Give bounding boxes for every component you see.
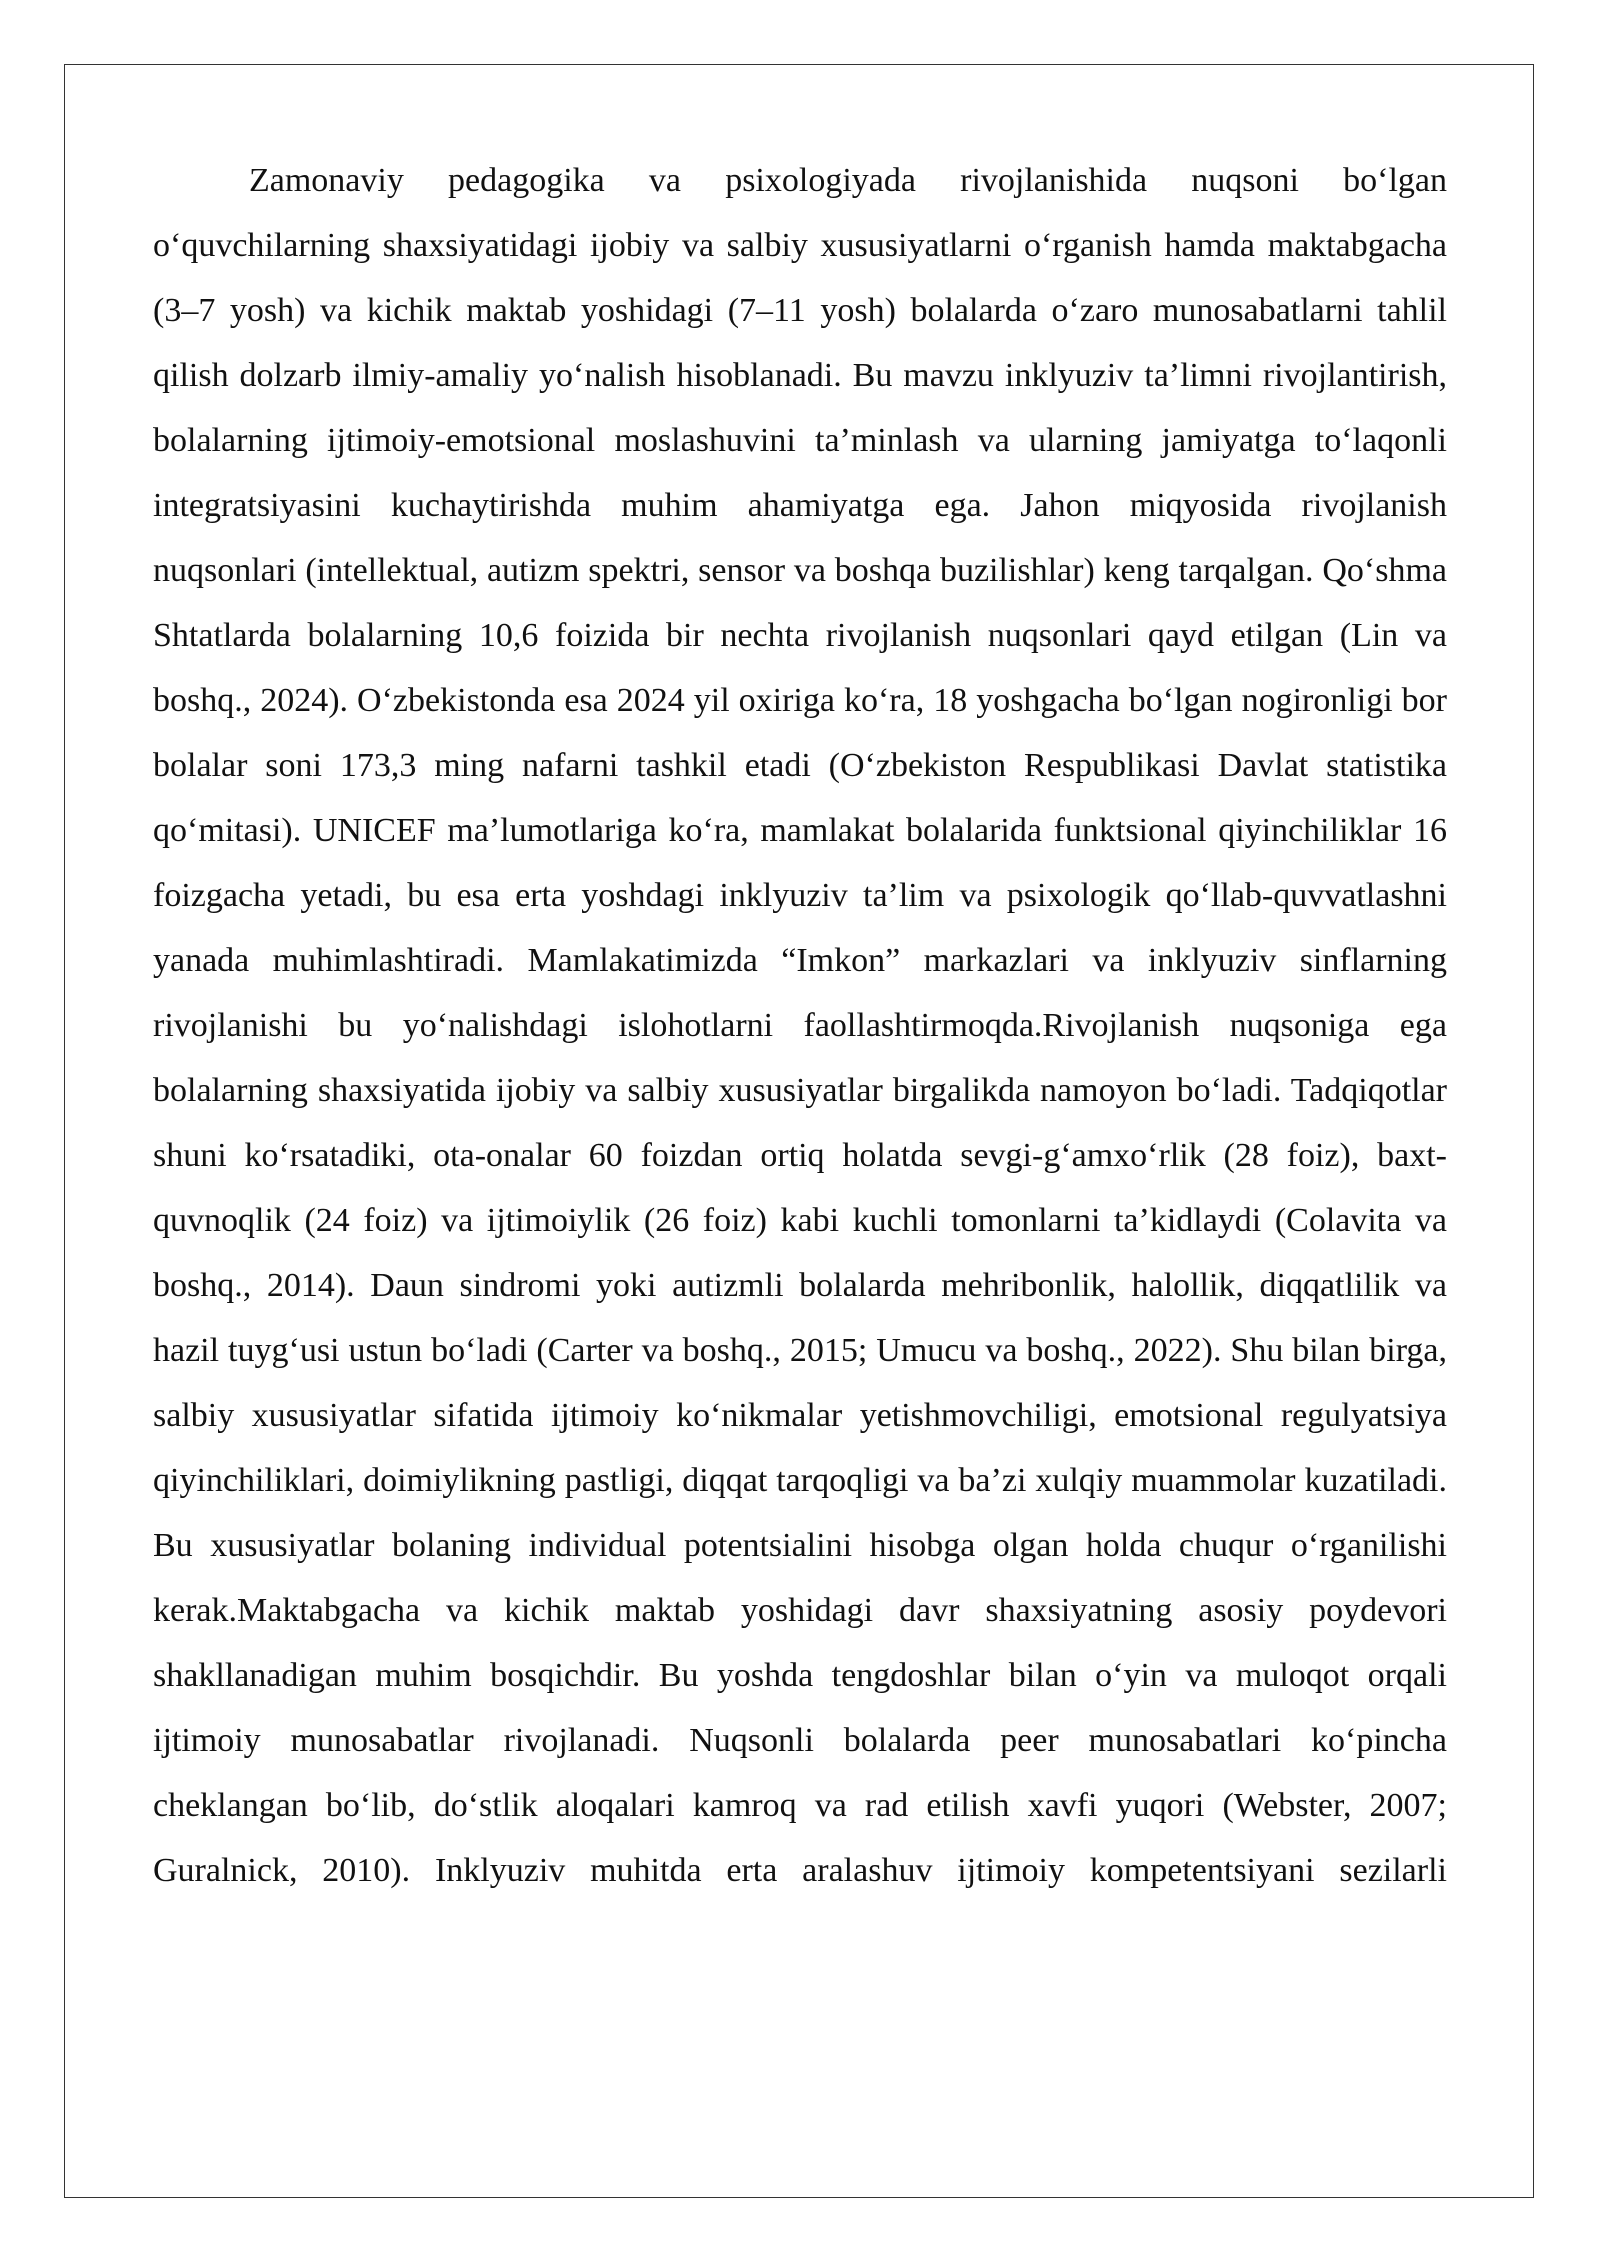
body-paragraph: Zamonaviy pedagogika va psixologiyada rivojlanishida nuqsoni bo‘lgan o‘quvchilarning shaxsiyatidagi ijobiy va salbiy xususiyatlarni o‘rganish hamda maktabgacha (3–7 yosh) va kichik maktab yoshidagi (7–11 yosh) bolalarda o‘zaro munosabatlarni tahlil qilish dolzarb ilmiy-amaliy yo‘nalish hisoblanadi. Bu mavzu inklyuziv ta’limni rivojlantirish, bolalarning ijtimoiy-emotsional moslashuvini ta’minlash va ularning jamiyatga to‘laqonli integratsiyasini kuchaytirishda muhim ahamiyatga ega. Jahon miqyosida rivojlanish nuqsonlari (intellektual, autizm spektri, sensor va boshqa buzilishlar) keng tarqalgan. Qo‘shma Shtatlarda bolalarning 10,6 foizida bir nechta rivojlanish nuqsonlari qayd etilgan (Lin va boshq., 2024). O‘zbekistonda esa 2024 yil oxiriga ko‘ra, 18 yoshgacha bo‘lgan nogironligi bor bolalar soni 173,3 ming nafarni tashkil etadi (O‘zbekiston Respublikasi Davlat statistika qo‘mitasi). UNICEF ma’lumotlariga ko‘ra, mamlakat bolalarida funktsional qiyinchiliklar 16 foizgacha yetadi, bu esa erta yoshdagi inklyuziv ta’lim va psixologik qo‘llab-quvvatlashni yanada muhimlashtiradi. Mamlakatimizda “Imkon” markazlari va inklyuziv sinflarning rivojlanishi bu yo‘nalishdagi islohotlarni faollashtirmoqda.Rivojlanish nuqsoniga ega bolalarning shaxsiyatida ijobiy va salbiy xususiyatlar birgalikda namoyon bo‘ladi. Tadqiqotlar shuni ko‘rsatadiki, ota-onalar 60 foizdan ortiq holatda sevgi-g‘amxo‘rlik (28 foiz), baxt-quvnoqlik (24 foiz) va ijtimoiylik (26 foiz) kabi kuchli tomonlarni ta’kidlaydi (Colavita va boshq., 2014). Daun sindromi yoki autizmli bolalarda mehribonlik, halollik, diqqatlilik va hazil tuyg‘usi ustun bo‘ladi (Carter va boshq., 2015; Umucu va boshq., 2022). Shu bilan birga, salbiy xususiyatlar sifatida ijtimoiy ko‘nikmalar yetishmovchiligi, emotsional regulyatsiya qiyinchiliklari, doimiylikning pastligi, diqqat tarqoqligi va ba’zi xulqiy muammolar kuzatiladi. Bu xususiyatlar bolaning individual potentsialini hisobga olgan holda chuqur o‘rganilishi kerak.Maktabgacha va kichik maktab yoshidagi davr shaxsiyatning asosiy poydevori shakllanadigan muhim bosqichdir. Bu yoshda tengdoshlar bilan o‘yin va muloqot orqali ijtimoiy munosabatlar rivojlanadi. Nuqsonli bolalarda peer munosabatlari ko‘pincha cheklangan bo‘lib, do‘stlik aloqalari kamroq va rad etilish xavfi yuqori (Webster, 2007; Guralnick, 2010). Inklyuziv muhitda erta aralashuv ijtimoiy kompetentsiyani sezilarli bbox=[153, 162, 1447, 1889]
